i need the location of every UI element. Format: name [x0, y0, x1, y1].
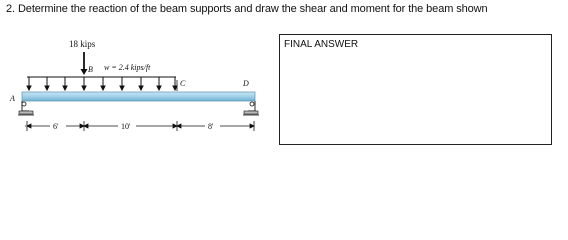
point-d-label: D [243, 79, 249, 88]
dimension-cd: 8' [208, 122, 214, 131]
point-c-label: C [180, 79, 186, 88]
point-load-label: 18 kips [69, 39, 96, 49]
point-load-arrowhead [81, 69, 88, 75]
dimension-ab: 6' [53, 122, 59, 131]
distributed-load-label: w = 2.4 kips/ft [104, 63, 151, 72]
support-a-pin [18, 101, 34, 115]
dimension-bc: 10' [121, 122, 131, 131]
question-number: 2. [6, 3, 15, 15]
support-d-roller [243, 101, 259, 115]
distributed-load [27, 77, 177, 90]
beam-diagram [0, 0, 270, 151]
point-a-label: A [10, 94, 15, 103]
final-answer-label: FINAL ANSWER [284, 39, 359, 50]
beam [22, 92, 255, 101]
dimension-line [25, 121, 254, 131]
final-answer-box[interactable] [279, 34, 552, 145]
question-body: Determine the reaction of the beam supports and draw the shear and moment for the beam shown [17, 3, 488, 15]
point-b-label: B [88, 65, 93, 74]
